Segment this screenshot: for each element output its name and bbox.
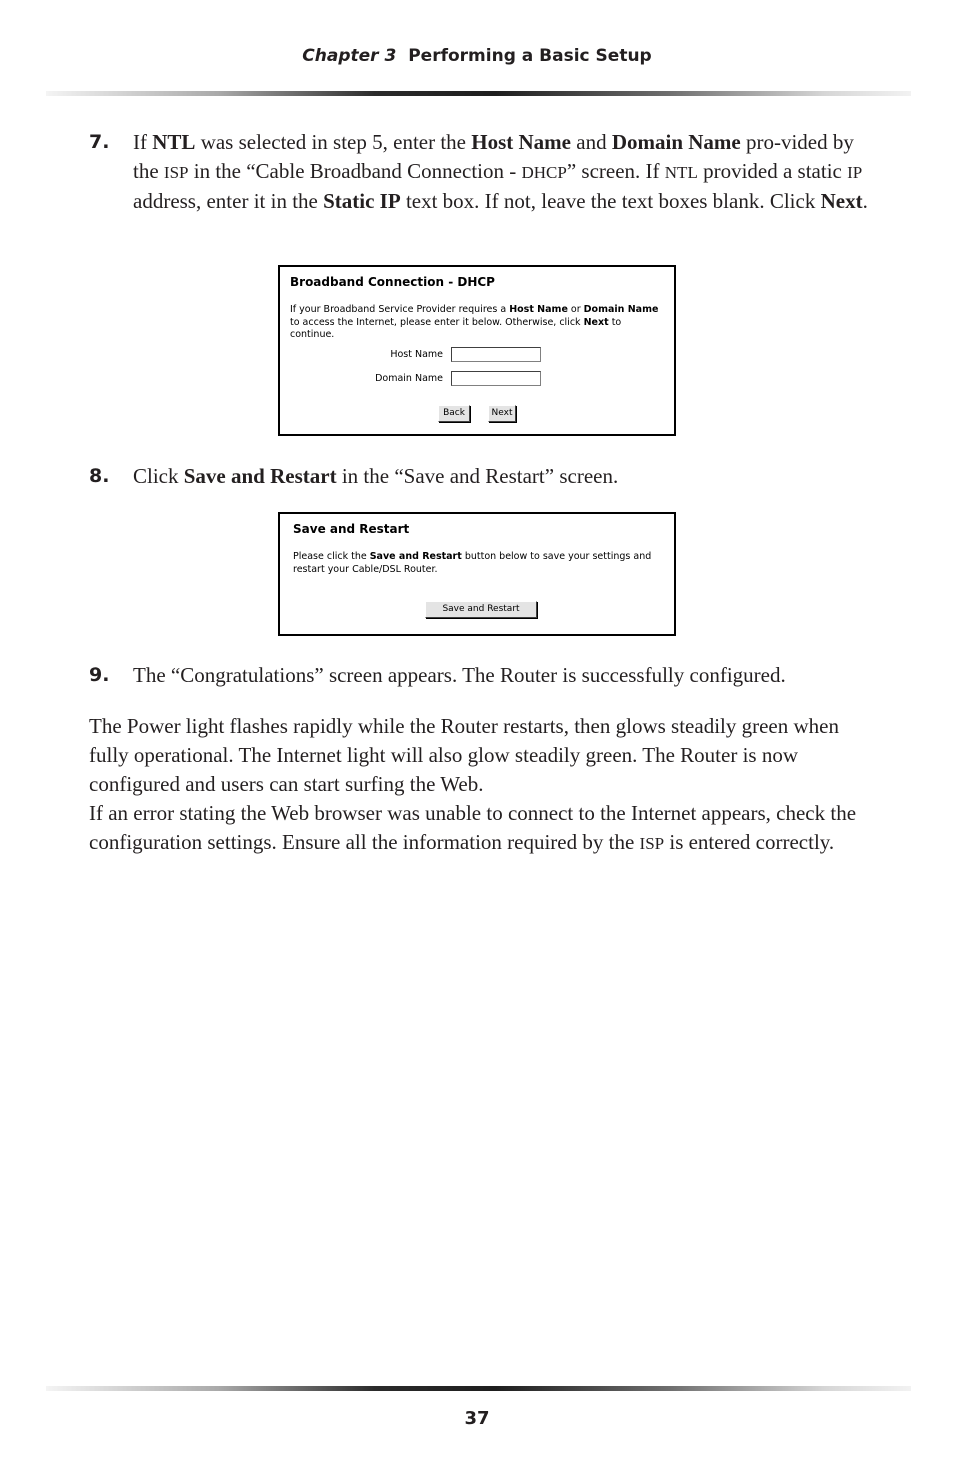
- host-name-label: Host Name: [390, 349, 443, 360]
- text-run-bold: Save and Restart: [183, 464, 337, 488]
- text-run: text box. If not, leave the text boxes blank. Click: [400, 189, 821, 213]
- text-run: was selected in step 5, enter the: [195, 130, 472, 154]
- text-run: If: [133, 130, 153, 154]
- text-run-bold: Host Name: [471, 130, 571, 154]
- text-run-smallcaps: DHCP: [521, 163, 567, 182]
- text-run: button below to save your settings and restart your Cable/DSL Router.: [293, 551, 652, 575]
- dhcp-screen-title: Broadband Connection - DHCP: [290, 275, 495, 289]
- dhcp-instructions: [290, 304, 665, 342]
- text-run: If your Broadband Service Provider requires a: [290, 304, 510, 315]
- domain-name-label: Domain Name: [375, 373, 443, 384]
- text-run: pro-vided by the: [133, 130, 854, 183]
- text-run: is entered correctly.: [664, 830, 835, 854]
- step-7: [89, 128, 869, 216]
- save-restart-screenshot: [278, 512, 676, 636]
- text-run: to access the Internet, please enter it below. Otherwise, click: [290, 316, 584, 328]
- text-run: address, enter it in the: [133, 189, 324, 213]
- step-number: 9.: [89, 664, 110, 686]
- text-run: and: [571, 130, 612, 154]
- text-run: in the “Cable Broadband Connection -: [188, 159, 522, 183]
- domain-name-input[interactable]: [451, 371, 541, 386]
- save-instructions: [293, 551, 663, 576]
- text-run: Click: [133, 464, 184, 488]
- error-paragraph: [89, 799, 869, 858]
- dhcp-screenshot: [278, 265, 676, 436]
- text-run-bold: Static IP: [323, 189, 401, 213]
- text-run: in the “Save and Restart” screen.: [336, 464, 619, 488]
- header-rule: [46, 91, 911, 96]
- text-run-bold: Domain Name: [611, 130, 741, 154]
- text-run-smallcaps: NTL: [664, 163, 698, 182]
- step-number: 8.: [89, 465, 110, 487]
- save-screen-title: Save and Restart: [293, 522, 410, 536]
- page-number: 37: [464, 1408, 490, 1429]
- text-run: ” screen. If: [566, 159, 665, 183]
- text-run-smallcaps: ISP: [163, 163, 189, 182]
- text-run: Please click the: [293, 551, 370, 562]
- page-header: [0, 46, 954, 66]
- text-run-bold: Next: [820, 189, 863, 213]
- text-run-smallcaps: ISP: [639, 834, 665, 853]
- text-run-bold: Save and Restart: [369, 551, 462, 562]
- text-run: provided a static: [697, 159, 848, 183]
- host-name-input[interactable]: [451, 347, 541, 362]
- footer-rule: [46, 1386, 911, 1391]
- text-run: to continue.: [290, 316, 622, 340]
- text-run-bold: NTL: [152, 130, 196, 154]
- step-text: [133, 128, 869, 216]
- text-run: or: [567, 304, 584, 315]
- chapter-label: Chapter 3: [302, 46, 397, 66]
- text-run: If an error stating the Web browser was unable to connect to the Internet appears, check the configuration settings. Ensure all the information required by the: [89, 801, 857, 854]
- step-8: [89, 462, 869, 491]
- text-run-bold: Host Name: [509, 304, 568, 315]
- step-text: The “Congratulations” screen appears. The Router is successfully configured.: [133, 663, 786, 687]
- save-and-restart-button[interactable]: Save and Restart: [425, 601, 537, 618]
- step-text: [133, 462, 869, 491]
- text-run-smallcaps: IP: [847, 163, 863, 182]
- text-run-bold: Domain Name: [583, 304, 659, 315]
- step-9: [89, 661, 869, 690]
- chapter-title: Performing a Basic Setup: [408, 46, 652, 66]
- text-run-bold: Next: [583, 316, 609, 328]
- next-button[interactable]: Next: [488, 405, 516, 422]
- status-paragraph: The Power light flashes rapidly while the Router restarts, then glows steadily green when fully operational. The Internet light will also glow steadily green. The Router is now configured and users can start surfing the Web.: [89, 714, 839, 796]
- back-button[interactable]: Back: [438, 405, 470, 422]
- text-run: .: [862, 189, 868, 213]
- step-number: 7.: [89, 131, 110, 153]
